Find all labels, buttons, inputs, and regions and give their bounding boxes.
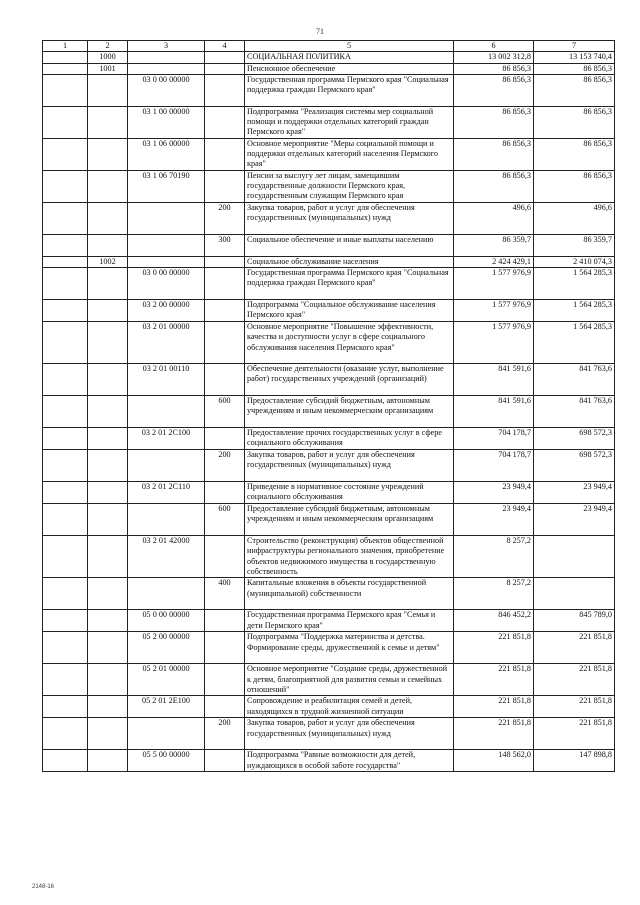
subsection-cell: 1001 [88, 63, 128, 74]
section-cell [43, 632, 88, 664]
amount-year1-cell: 86 856,3 [454, 74, 534, 106]
expense-type-cell [205, 106, 245, 138]
subsection-cell [88, 750, 128, 772]
expense-type-cell: 600 [205, 504, 245, 536]
amount-year2-cell: 86 856,3 [534, 63, 615, 74]
amount-year1-cell: 846 452,2 [454, 610, 534, 632]
table-row [43, 610, 615, 632]
amount-year1-cell: 221 851,8 [454, 664, 534, 696]
subsection-cell [88, 300, 128, 322]
table-row [43, 632, 615, 664]
expense-type-cell [205, 364, 245, 396]
section-cell [43, 536, 88, 578]
subsection-cell [88, 202, 128, 234]
table-row [43, 52, 615, 63]
section-cell [43, 482, 88, 504]
expense-type-cell [205, 138, 245, 170]
target-article-cell: 03 2 01 2С110 [128, 482, 205, 504]
column-header: 4 [205, 41, 245, 52]
expense-type-cell [205, 52, 245, 63]
amount-year2-cell: 841 763,6 [534, 396, 615, 428]
item-name-cell: Закупка товаров, работ и услуг для обеспечения государственных (муниципальных) нужд [245, 450, 454, 482]
amount-year1-cell: 1 577 976,9 [454, 300, 534, 322]
item-name-cell: Основное мероприятие "Меры социальной помощи и поддержки отдельных категорий населения Пермского края" [245, 138, 454, 170]
amount-year2-cell: 86 856,3 [534, 74, 615, 106]
section-cell [43, 138, 88, 170]
amount-year2-cell: 1 564 285,3 [534, 268, 615, 300]
item-name-cell: Социальное обслуживание населения [245, 256, 454, 267]
table-row [43, 696, 615, 718]
item-name-cell: Подпрограмма "Поддержка материнства и детства. Формирование среды, дружественной к семье и детям" [245, 632, 454, 664]
column-header: 5 [245, 41, 454, 52]
amount-year2-cell [534, 536, 615, 578]
expense-type-cell [205, 428, 245, 450]
section-cell [43, 202, 88, 234]
section-cell [43, 256, 88, 267]
subsection-cell [88, 504, 128, 536]
target-article-cell [128, 202, 205, 234]
amount-year1-cell: 1 577 976,9 [454, 268, 534, 300]
expense-type-cell [205, 268, 245, 300]
amount-year2-cell: 841 763,6 [534, 364, 615, 396]
target-article-cell [128, 256, 205, 267]
subsection-cell [88, 170, 128, 202]
section-cell [43, 750, 88, 772]
subsection-cell [88, 364, 128, 396]
subsection-cell [88, 234, 128, 256]
subsection-cell [88, 482, 128, 504]
item-name-cell: Приведение в нормативное состояние учреждений социального обслуживания [245, 482, 454, 504]
target-article-cell: 03 1 06 70190 [128, 170, 205, 202]
amount-year1-cell: 8 257,2 [454, 536, 534, 578]
target-article-cell [128, 504, 205, 536]
target-article-cell: 05 5 00 00000 [128, 750, 205, 772]
expense-type-cell [205, 74, 245, 106]
section-cell [43, 578, 88, 610]
expense-type-cell [205, 664, 245, 696]
table-row [43, 536, 615, 578]
page-number: 71 [316, 27, 324, 36]
section-cell [43, 664, 88, 696]
target-article-cell: 03 2 01 42000 [128, 536, 205, 578]
item-name-cell: Предоставление субсидий бюджетным, автономным учреждениям и иным некоммерческим организациям [245, 504, 454, 536]
subsection-cell: 1002 [88, 256, 128, 267]
column-header: 2 [88, 41, 128, 52]
subsection-cell [88, 74, 128, 106]
section-cell [43, 696, 88, 718]
section-cell [43, 63, 88, 74]
amount-year1-cell: 148 562,0 [454, 750, 534, 772]
item-name-cell: Подпрограмма "Социальное обслуживание населения Пермского края" [245, 300, 454, 322]
target-article-cell: 03 2 01 00110 [128, 364, 205, 396]
table-row [43, 718, 615, 750]
subsection-cell [88, 106, 128, 138]
document-code: 2148-16 [32, 884, 55, 890]
expense-type-cell: 600 [205, 396, 245, 428]
table-row [43, 450, 615, 482]
table-row [43, 750, 615, 772]
amount-year1-cell: 23 949,4 [454, 482, 534, 504]
amount-year2-cell: 23 949,4 [534, 504, 615, 536]
amount-year1-cell: 23 949,4 [454, 504, 534, 536]
table-row [43, 300, 615, 322]
amount-year1-cell: 86 856,3 [454, 170, 534, 202]
amount-year1-cell: 704 178,7 [454, 428, 534, 450]
item-name-cell: Социальное обеспечение и иные выплаты населению [245, 234, 454, 256]
column-header: 1 [43, 41, 88, 52]
table-row [43, 106, 615, 138]
amount-year1-cell: 86 856,3 [454, 106, 534, 138]
table-row [43, 202, 615, 234]
amount-year1-cell: 86 856,3 [454, 63, 534, 74]
amount-year1-cell: 13 002 312,8 [454, 52, 534, 63]
expense-type-cell [205, 632, 245, 664]
item-name-cell: Строительство (реконструкция) объектов общественной инфраструктуры регионального значения, приобретение объектов недвижимого имущества в государственную собственность [245, 536, 454, 578]
item-name-cell: Государственная программа Пермского края "Социальная поддержка граждан Пермского края" [245, 74, 454, 106]
table-row [43, 170, 615, 202]
amount-year1-cell: 1 577 976,9 [454, 322, 534, 364]
amount-year1-cell: 221 851,8 [454, 718, 534, 750]
target-article-cell: 03 0 00 00000 [128, 74, 205, 106]
target-article-cell: 05 0 00 00000 [128, 610, 205, 632]
item-name-cell: Закупка товаров, работ и услуг для обеспечения государственных (муниципальных) нужд [245, 202, 454, 234]
amount-year2-cell: 2 410 074,3 [534, 256, 615, 267]
section-cell [43, 364, 88, 396]
subsection-cell [88, 138, 128, 170]
item-name-cell: Капитальные вложения в объекты государственной (муниципальной) собственности [245, 578, 454, 610]
amount-year2-cell: 221 851,8 [534, 664, 615, 696]
amount-year2-cell: 86 856,3 [534, 138, 615, 170]
amount-year1-cell: 86 856,3 [454, 138, 534, 170]
target-article-cell [128, 450, 205, 482]
item-name-cell: Пенсионное обеспечение [245, 63, 454, 74]
table-row [43, 63, 615, 74]
column-number-row [43, 41, 615, 52]
item-name-cell: Предоставление прочих государственных услуг в сфере социального обслуживания [245, 428, 454, 450]
amount-year2-cell: 1 564 285,3 [534, 322, 615, 364]
section-cell [43, 52, 88, 63]
target-article-cell: 03 2 00 00000 [128, 300, 205, 322]
table-row [43, 322, 615, 364]
item-name-cell: Подпрограмма "Равные возможности для детей, нуждающихся в особой заботе государства" [245, 750, 454, 772]
expense-type-cell [205, 696, 245, 718]
amount-year2-cell: 147 898,8 [534, 750, 615, 772]
subsection-cell: 1000 [88, 52, 128, 63]
subsection-cell [88, 322, 128, 364]
expense-type-cell [205, 300, 245, 322]
budget-table [42, 40, 615, 772]
target-article-cell: 03 2 01 2С100 [128, 428, 205, 450]
amount-year1-cell: 221 851,8 [454, 696, 534, 718]
table-row [43, 234, 615, 256]
target-article-cell: 05 2 00 00000 [128, 632, 205, 664]
target-article-cell: 03 2 01 00000 [128, 322, 205, 364]
subsection-cell [88, 664, 128, 696]
table-row [43, 578, 615, 610]
section-cell [43, 300, 88, 322]
expense-type-cell: 300 [205, 234, 245, 256]
target-article-cell: 03 0 00 00000 [128, 268, 205, 300]
expense-type-cell [205, 256, 245, 267]
item-name-cell: Обеспечение деятельности (оказание услуг, выполнение работ) государственных учреждений (организаций) [245, 364, 454, 396]
expense-type-cell: 200 [205, 202, 245, 234]
subsection-cell [88, 578, 128, 610]
amount-year2-cell: 698 572,3 [534, 428, 615, 450]
target-article-cell [128, 52, 205, 63]
amount-year2-cell: 496,6 [534, 202, 615, 234]
item-name-cell: Государственная программа Пермского края "Семья и дети Пермского края" [245, 610, 454, 632]
subsection-cell [88, 610, 128, 632]
item-name-cell: Закупка товаров, работ и услуг для обеспечения государственных (муниципальных) нужд [245, 718, 454, 750]
amount-year2-cell: 23 949,4 [534, 482, 615, 504]
item-name-cell: Предоставление субсидий бюджетным, автономным учреждениям и иным некоммерческим организациям [245, 396, 454, 428]
target-article-cell [128, 396, 205, 428]
table-row [43, 268, 615, 300]
table-row [43, 364, 615, 396]
column-header: 6 [454, 41, 534, 52]
section-cell [43, 322, 88, 364]
table-row [43, 138, 615, 170]
amount-year1-cell: 841 591,6 [454, 396, 534, 428]
table-row [43, 74, 615, 106]
subsection-cell [88, 696, 128, 718]
expense-type-cell [205, 322, 245, 364]
amount-year2-cell: 845 789,0 [534, 610, 615, 632]
table-row [43, 482, 615, 504]
target-article-cell: 03 1 06 00000 [128, 138, 205, 170]
table-row [43, 504, 615, 536]
amount-year1-cell: 2 424 429,1 [454, 256, 534, 267]
subsection-cell [88, 632, 128, 664]
subsection-cell [88, 428, 128, 450]
section-cell [43, 610, 88, 632]
amount-year2-cell: 86 856,3 [534, 170, 615, 202]
target-article-cell: 05 2 01 00000 [128, 664, 205, 696]
table-row [43, 256, 615, 267]
table-row [43, 428, 615, 450]
item-name-cell: Основное мероприятие "Создание среды, дружественной к детям, благоприятной для развития семьи и семейных отношений" [245, 664, 454, 696]
section-cell [43, 234, 88, 256]
section-cell [43, 450, 88, 482]
amount-year1-cell: 841 591,6 [454, 364, 534, 396]
amount-year2-cell: 698 572,3 [534, 450, 615, 482]
item-name-cell: Основное мероприятие "Повышение эффективности, качества и доступности услуг в сфере социального обслуживания населения Пермского края" [245, 322, 454, 364]
expense-type-cell [205, 610, 245, 632]
subsection-cell [88, 718, 128, 750]
amount-year2-cell: 221 851,8 [534, 696, 615, 718]
target-article-cell [128, 234, 205, 256]
expense-type-cell [205, 750, 245, 772]
amount-year2-cell: 86 359,7 [534, 234, 615, 256]
amount-year2-cell: 13 153 740,4 [534, 52, 615, 63]
target-article-cell [128, 63, 205, 74]
section-cell [43, 428, 88, 450]
target-article-cell: 03 1 00 00000 [128, 106, 205, 138]
subsection-cell [88, 450, 128, 482]
amount-year2-cell [534, 578, 615, 610]
amount-year1-cell: 8 257,2 [454, 578, 534, 610]
expense-type-cell [205, 170, 245, 202]
amount-year1-cell: 704 178,7 [454, 450, 534, 482]
subsection-cell [88, 536, 128, 578]
table-row [43, 396, 615, 428]
target-article-cell [128, 578, 205, 610]
column-header: 7 [534, 41, 615, 52]
section-cell [43, 74, 88, 106]
subsection-cell [88, 268, 128, 300]
section-cell [43, 396, 88, 428]
section-cell [43, 106, 88, 138]
item-name-cell: Государственная программа Пермского края "Социальная поддержка граждан Пермского края" [245, 268, 454, 300]
item-name-cell: Подпрограмма "Реализация системы мер социальной помощи и поддержки отдельных категорий граждан Пермского края" [245, 106, 454, 138]
item-name-cell: СОЦИАЛЬНАЯ ПОЛИТИКА [245, 52, 454, 63]
expense-type-cell [205, 536, 245, 578]
table-row [43, 664, 615, 696]
amount-year1-cell: 496,6 [454, 202, 534, 234]
target-article-cell [128, 718, 205, 750]
expense-type-cell: 200 [205, 718, 245, 750]
amount-year1-cell: 86 359,7 [454, 234, 534, 256]
column-header: 3 [128, 41, 205, 52]
target-article-cell: 05 2 01 2Е100 [128, 696, 205, 718]
expense-type-cell: 400 [205, 578, 245, 610]
amount-year2-cell: 221 851,8 [534, 718, 615, 750]
section-cell [43, 268, 88, 300]
subsection-cell [88, 396, 128, 428]
amount-year2-cell: 221 851,8 [534, 632, 615, 664]
amount-year2-cell: 1 564 285,3 [534, 300, 615, 322]
amount-year2-cell: 86 856,3 [534, 106, 615, 138]
section-cell [43, 170, 88, 202]
section-cell [43, 718, 88, 750]
amount-year1-cell: 221 851,8 [454, 632, 534, 664]
expense-type-cell: 200 [205, 450, 245, 482]
expense-type-cell [205, 482, 245, 504]
item-name-cell: Пенсии за выслугу лет лицам, замещавшим государственные должности Пермского края, государственным служащим Пермского края [245, 170, 454, 202]
expense-type-cell [205, 63, 245, 74]
item-name-cell: Сопровождение и реабилитация семей и детей, находящихся в трудной жизненной ситуации [245, 696, 454, 718]
section-cell [43, 504, 88, 536]
